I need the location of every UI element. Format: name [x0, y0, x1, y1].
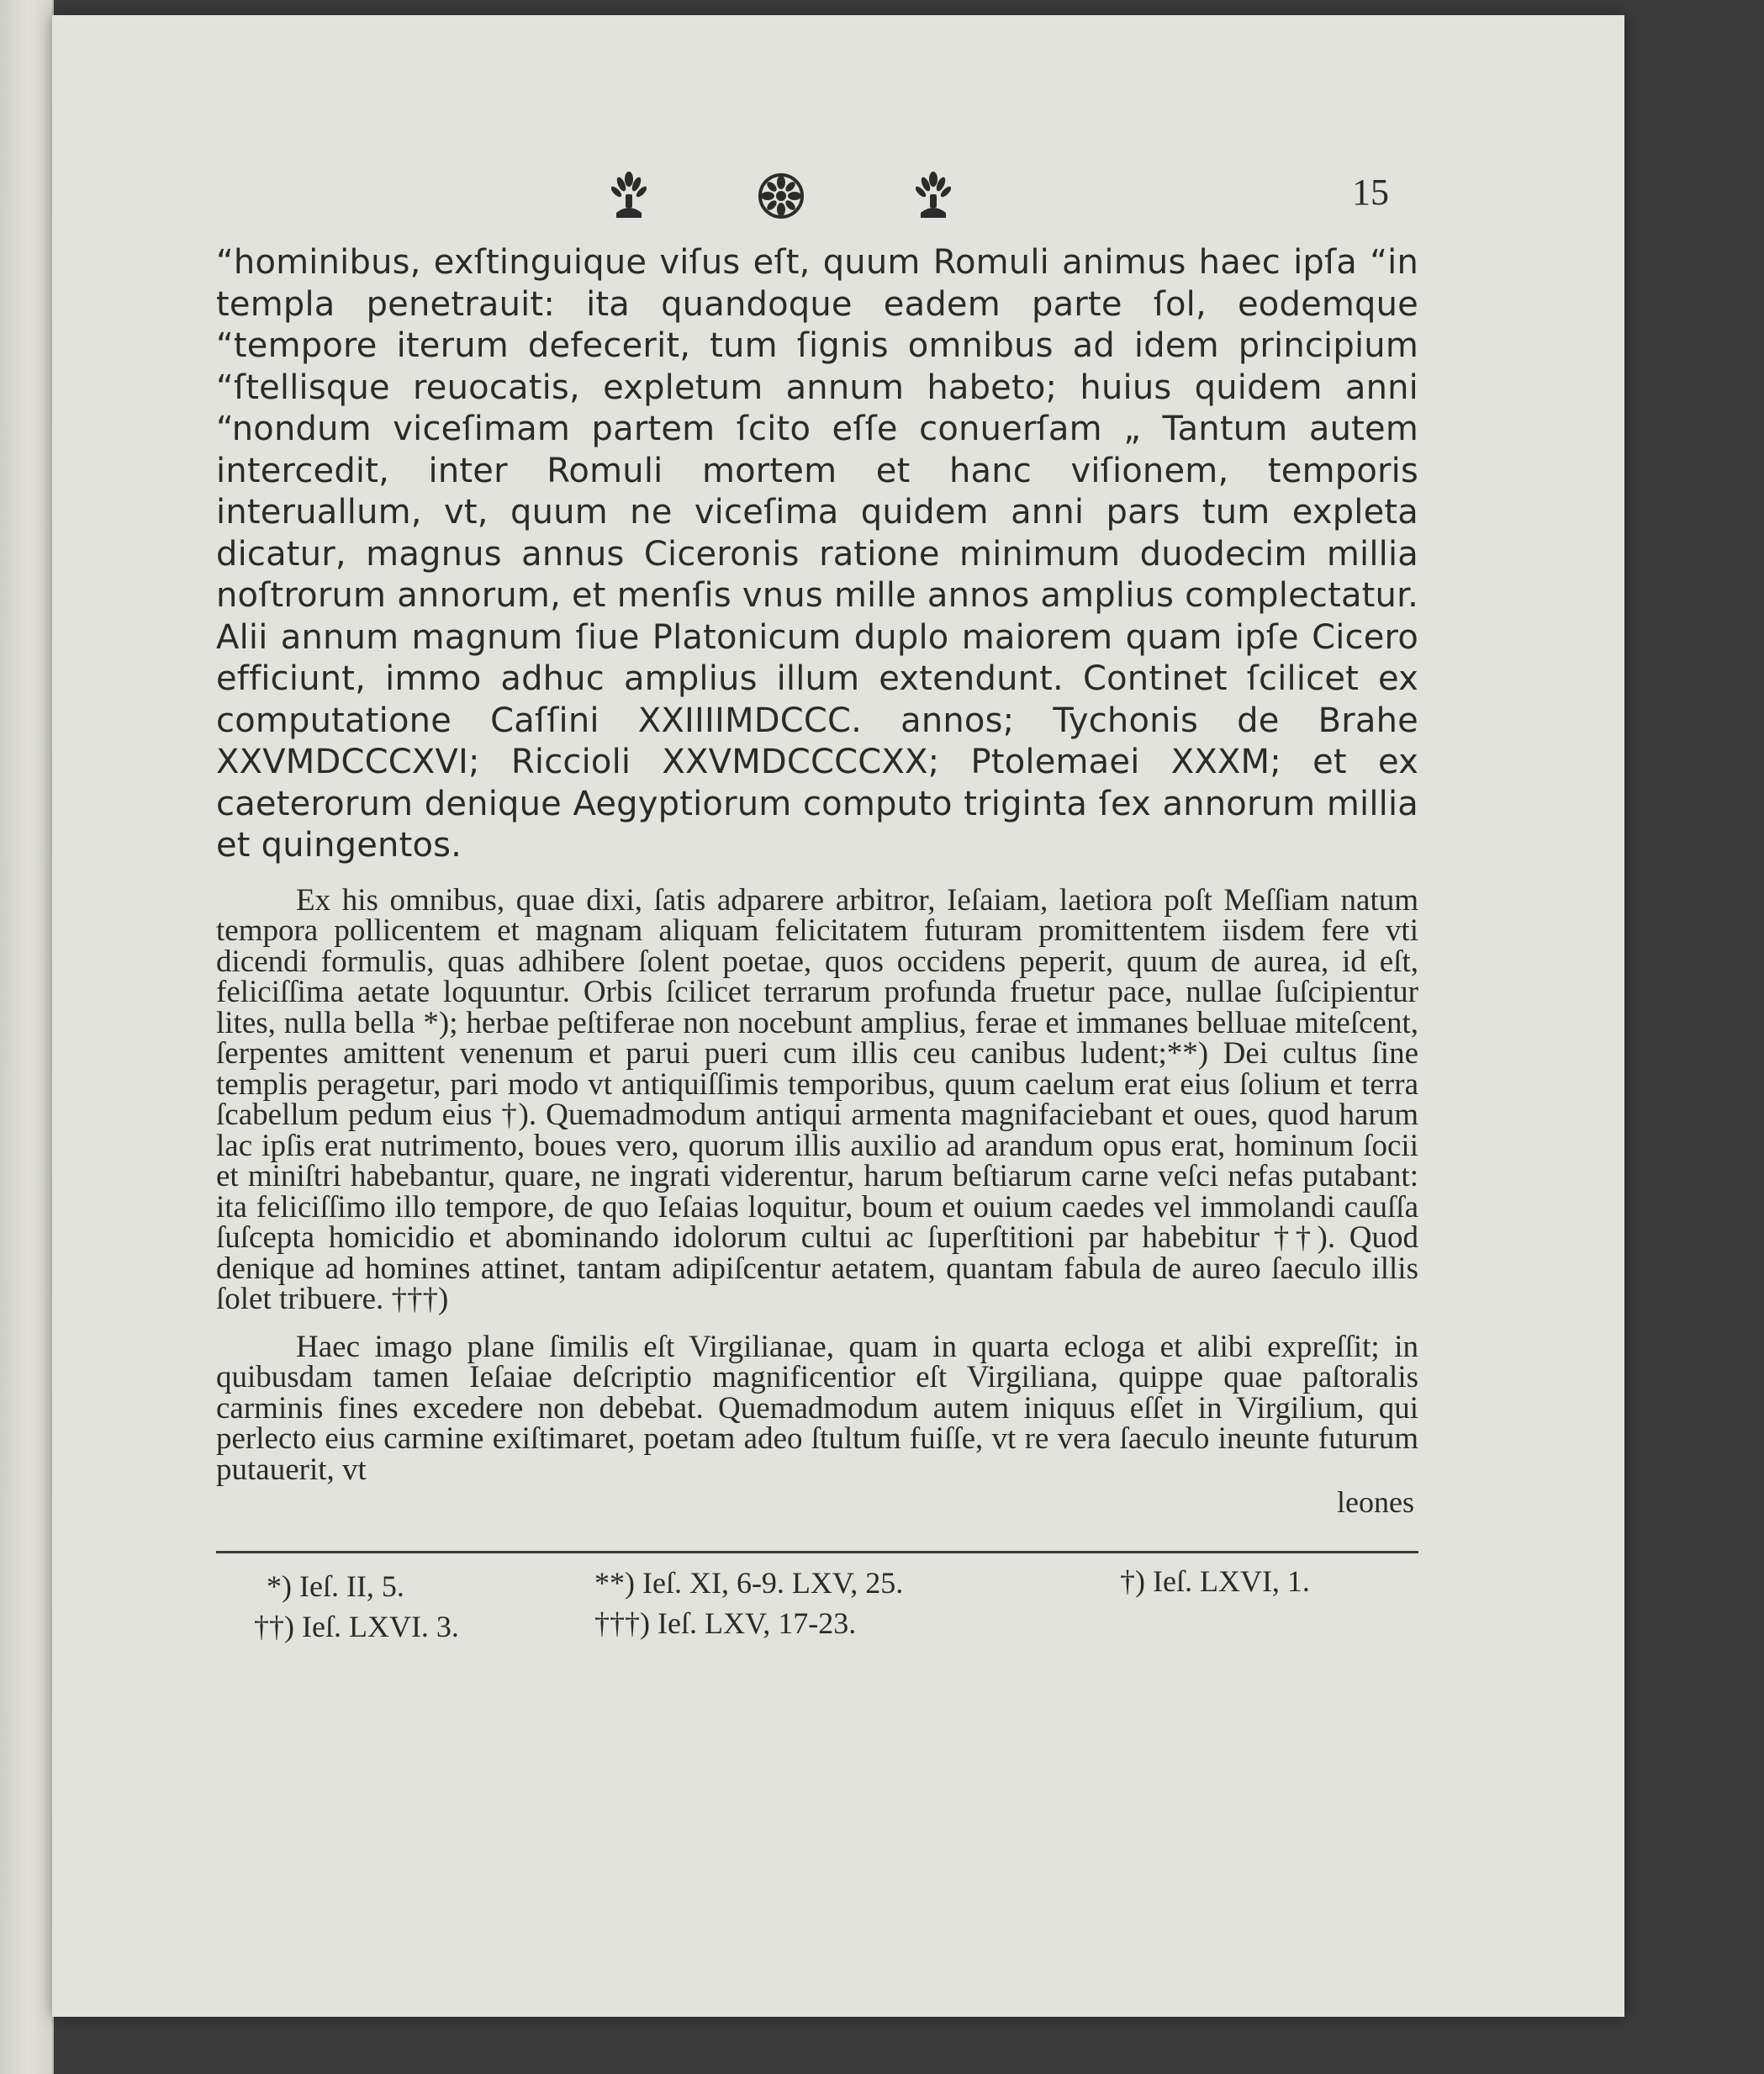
page-number: 15: [1352, 172, 1389, 213]
paragraph-golden-age: Ex his omnibus, quae dixi, ſatis adparere arbitror, Ieſaiam, laetiora poſt Meſſiam natum tempora pollicentem et magnam aliquam felicitatem futuram promittentem iisdem fere vti dicendi formulis, quas adhibere ſolent poetae, quos occidens peperit, quum de aurea, id eſt, feliciſſima aetate loquuntur. Orbis ſcilicet terrarum profunda fruetur pace, nullae ſuſcipientur lites, nulla bella *); herbae peſtiferae non nocebunt amplius, ferae et immanes belluae miteſcent, ſerpentes amittent venenum et parui pueri cum illis ceu canibus ludent;**) Dei cultus ſine templis peragetur, pari modo vt antiquiſſimis temporibus, quum caelum erat eius ſolium et terra ſcabellum pedum eius †). Quemadmodum antiqui armenta magnifaciebant et oues, quod harum lac ipſis erat nutrimento, boues vero, quorum illis auxilio ad arandum opus erat, hominum ſocii et miniſtri habebantur, quare, ne ingrati viderentur, harum beſtiarum carne veſci nefas putabant: ita feliciſſimo illo tempore, de quo Ieſaias loquitur, boum et ouium caedes vel immolandi cauſſa ſuſcepta homicidio et abominando idolorum cultui ac ſuperſtitioni par habebitur ††). Quod denique ad homines attinet, tantam adipiſcentur aetatem, quantam fabula de aureo ſaeculo illis ſolet tribuere. †††): [216, 882, 1418, 1316]
book-page: [52, 15, 1624, 2017]
footnote-4: ††) Ieſ. LXVI. 3.: [254, 1610, 459, 1643]
page-header: [216, 162, 1418, 242]
palmette-ornament-icon: [916, 171, 951, 221]
paragraph-quote-continuation: “hominibus, exſtinguique viſus eſt, quum Romuli animus haec ipſa “in templa penetrauit: ita quandoque eadem parte ſol, eodemque “tempore iterum defecerit, tum ſignis omnibus ad idem principium “ſtellisque reuocatis, expletum annum habeto; huius quidem anni “nondum viceſimam partem ſcito eſſe conuerſam „ Tantum autem intercedit, inter Romuli mortem et hanc viſionem, temporis interuallum, vt, quum ne viceſima quidem anni pars tum expleta dicatur, magnus annus Ciceronis ratione minimum duodecim millia noſtrorum annorum, et menſis vnus mille annos amplius complectatur. Alii annum magnum ſiue Platonicum duplo maiorem quam ipſe Cicero efficiunt, immo adhuc amplius illum extendunt. Continet ſcilicet ex computatione Caſſini XXIIIIMDCCC. annos; Tychonis de Brahe XXVMDCCCXVI; Riccioli XXVMDCCCCXX; Ptolemaei XXXM; et ex caeterorum denique Aegyptiorum computo triginta ſex annorum millia et quingentos.: [216, 243, 1418, 865]
catchword: leones: [1337, 1485, 1414, 1519]
rosette-ornament-icon: [756, 171, 806, 221]
palmette-ornament-icon: [611, 171, 647, 221]
footnotes: [216, 1553, 1418, 1646]
book-binding-edge: [0, 0, 54, 2074]
footnote-2: **) Ieſ. XI, 6-9. LXV, 25.: [594, 1566, 904, 1600]
header-ornaments: [611, 171, 951, 221]
footnote-5: †††) Ieſ. LXV, 17-23.: [594, 1606, 857, 1640]
footnote-1: *) Ieſ. II, 5.: [267, 1569, 404, 1603]
page-content: [216, 162, 1418, 1646]
footnote-3: †) Ieſ. LXVI, 1.: [1120, 1564, 1310, 1598]
paragraph-virgil-comparison: Haec imago plane ſimilis eſt Virgilianae, quam in quarta ecloga et alibi expreſſit; in quibusdam tamen Ieſaiae deſcriptio magnificentior eſt Virgiliana, quippe quae paſtoralis carminis fines excedere non debebat. Quemadmodum autem iniquus eſſet in Virgilium, qui perlecto eius carmine exiſtimaret, poetam adeo ſtultum fuiſſe, vt re vera ſaeculo ineunte futurum putauerit, vt: [216, 1329, 1418, 1487]
